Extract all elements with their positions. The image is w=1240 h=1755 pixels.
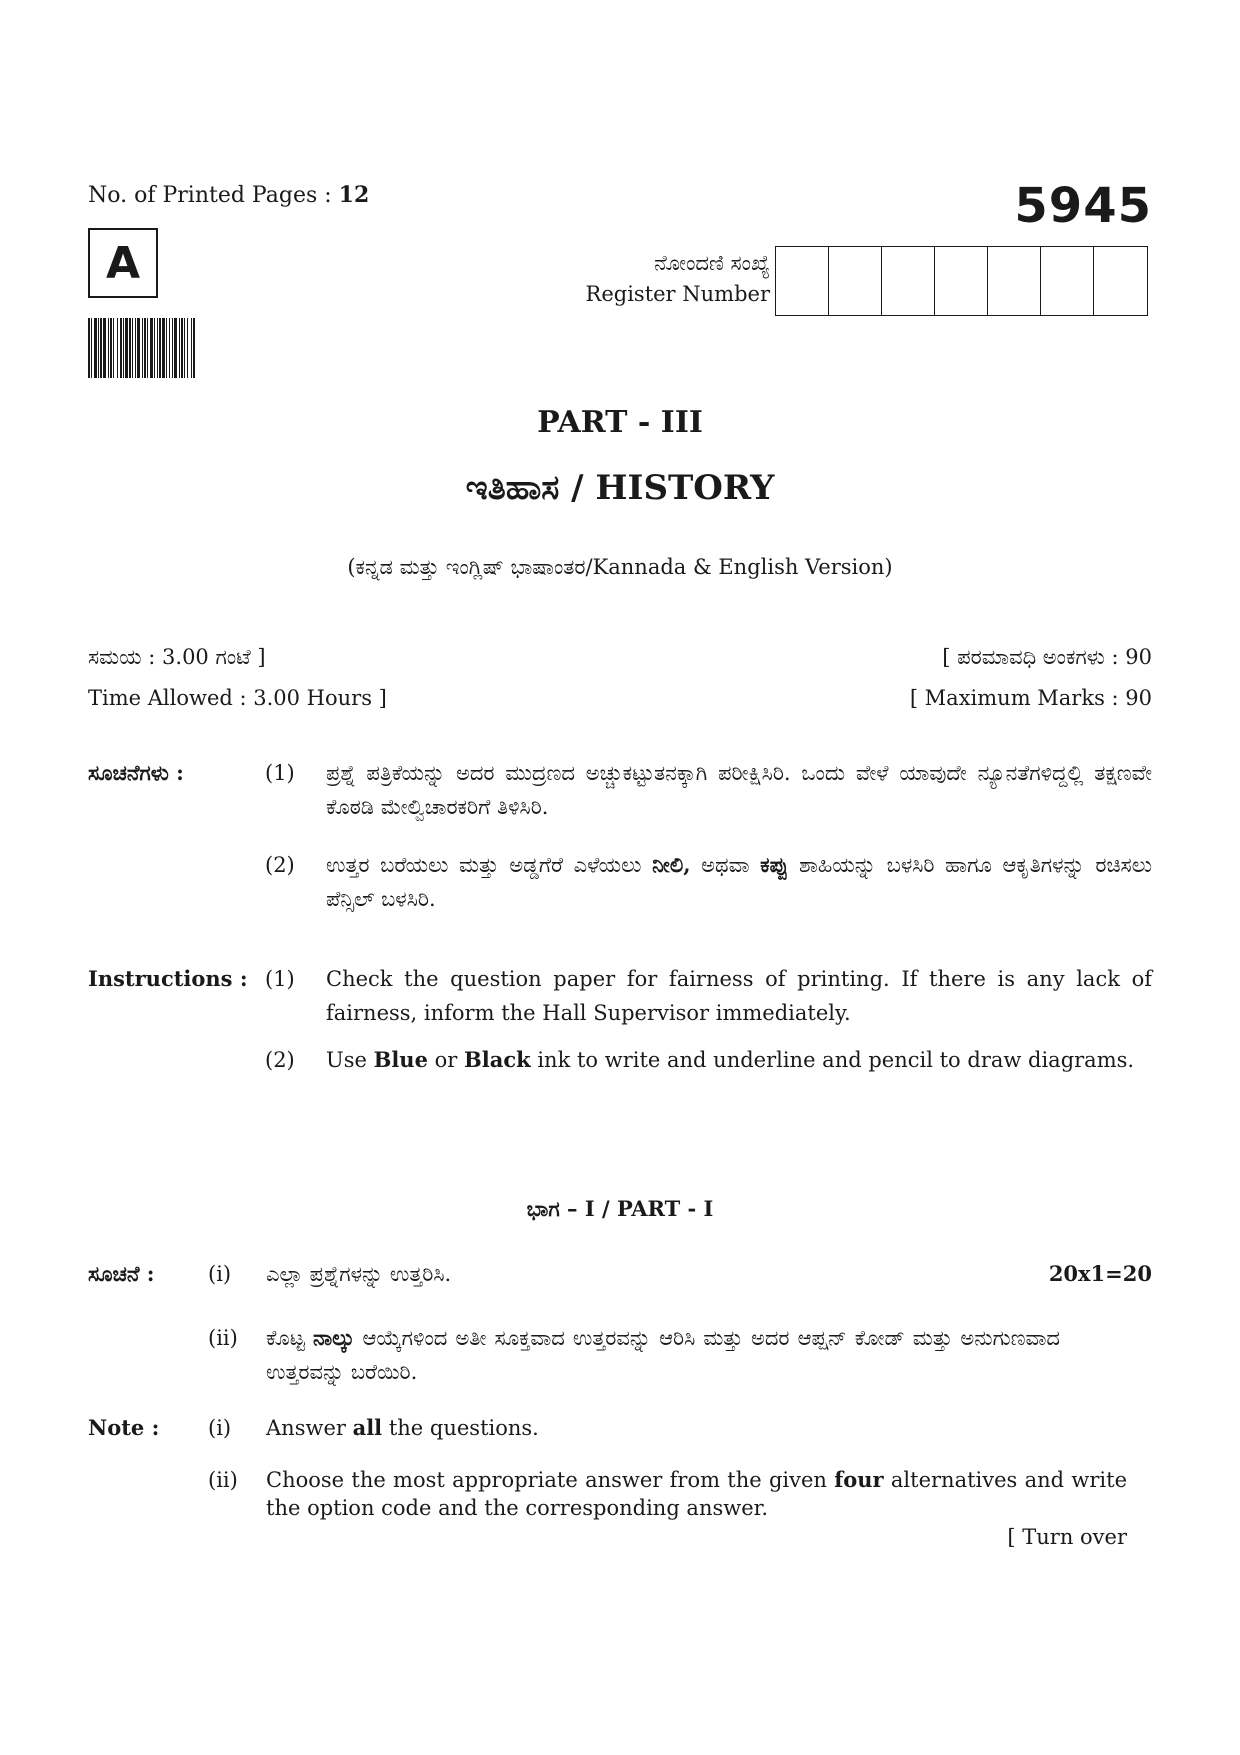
note-text: Choose the most appropriate answer from the given four alternatives and write the option code and the corresponding answer. xyxy=(266,1467,1127,1520)
register-digit-box[interactable] xyxy=(829,247,882,315)
part-heading: PART - III xyxy=(537,405,703,440)
part1-heading: ಭಾಗ – I / PART - I xyxy=(526,1196,714,1221)
turn-over: [ Turn over xyxy=(1007,1525,1127,1549)
register-label-english: Register Number xyxy=(585,282,770,306)
printed-pages-line xyxy=(88,182,369,208)
printed-pages-label: No. of Printed Pages : xyxy=(88,183,332,208)
note-kn-2 xyxy=(88,1321,1060,1391)
register-labels xyxy=(586,248,770,310)
instruction-en-2 xyxy=(88,1043,1152,1113)
note-en-1 xyxy=(88,1411,1152,1451)
register-number-grid[interactable] xyxy=(775,246,1148,316)
paper-code: 5945 xyxy=(1014,178,1152,234)
note-text: ಎಲ್ಲಾ ಪ್ರಶ್ನೆಗಳನ್ನು ಉತ್ತರಿಸಿ. xyxy=(266,1262,452,1286)
instruction-number: (1) xyxy=(265,967,295,991)
note-english-label: Note : xyxy=(88,1415,160,1440)
time-allowed: Time Allowed : 3.00 Hours ] xyxy=(88,686,387,710)
instruction-text: ಪ್ರಶ್ನೆ ಪತ್ರಿಕೆಯನ್ನು ಅದರ ಮುದ್ರಣದ ಅಚ್ಚುಕಟ್ಟುತನಕ್ಕಾಗಿ ಪರೀಕ್ಷಿಸಿರಿ. ಒಂದು ವೇಳೆ ಯಾವುದೇ ನ್ಯೂನತೆಗಳಿದ್ದಲ್ಲಿ ತಕ್ಷಣವೇ ಕೊಠಡಿ ಮೇಲ್ವಿಚಾರಕರಿಗೆ ತಿಳಿಸಿರಿ. xyxy=(326,761,1152,819)
note-text: Answer all the questions. xyxy=(266,1415,539,1440)
register-digit-box[interactable] xyxy=(1094,247,1147,315)
subject-heading: ಇತಿಹಾಸ / HISTORY xyxy=(465,468,775,508)
instructions-kannada-label: ಸೂಚನೆಗಳು : xyxy=(88,760,184,785)
register-digit-box[interactable] xyxy=(935,247,988,315)
instruction-kn-1 xyxy=(88,756,1152,836)
instruction-text: ಉತ್ತರ ಬರೆಯಲು ಮತ್ತು ಅಡ್ಡಗೆರೆ ಎಳೆಯಲು ನೀಲಿ, ಅಥವಾ ಕಪ್ಪು ಶಾಹಿಯನ್ನು ಬಳಸಿರಿ ಹಾಗೂ ಆಕೃತಿಗಳನ್ನು ರಚಿಸಲು ಪೆನ್ಸಿಲ್ ಬಳಸಿರಿ. xyxy=(326,852,1152,911)
note-number: (i) xyxy=(208,1416,232,1440)
max-marks: [ Maximum Marks : 90 xyxy=(909,686,1152,710)
barcode xyxy=(88,318,290,378)
time-kannada: ಸಮಯ : 3.00 ಗಂಟೆ ] xyxy=(88,645,266,669)
note-en-2 xyxy=(88,1466,1127,1536)
register-digit-box[interactable] xyxy=(1041,247,1094,315)
instruction-number: (2) xyxy=(265,853,295,877)
register-label-kannada: ನೋಂದಣಿ ಸಂಖ್ಯೆ xyxy=(654,251,770,275)
max-marks-kannada: [ ಪರಮಾವಧಿ ಅಂಕಗಳು : 90 xyxy=(942,645,1152,669)
instruction-number: (1) xyxy=(265,761,295,785)
instruction-text: Use Blue or Black ink to write and underline and pencil to draw diagrams. xyxy=(326,1047,1135,1072)
note-text: ಕೊಟ್ಟ ನಾಲ್ಕು ಆಯ್ಕೆಗಳಿಂದ ಅತೀ ಸೂಕ್ತವಾದ ಉತ್ತರವನ್ನು ಆರಿಸಿ ಮತ್ತು ಅದರ ಆಪ್ಷನ್ ಕೋಡ್ ಮತ್ತು ಅನುಗುಣವಾದ ಉತ್ತರವನ್ನು ಬರೆಯಿರಿ. xyxy=(266,1325,1060,1384)
series-box: A xyxy=(88,228,158,298)
note-number: (i) xyxy=(208,1262,232,1286)
note-kn-1 xyxy=(88,1257,1152,1297)
note-kannada-label: ಸೂಚನೆ : xyxy=(88,1261,155,1286)
version-line: (ಕನ್ನಡ ಮತ್ತು ಇಂಗ್ಲಿಷ್ ಭಾಷಾಂತರ/Kannada & English Version) xyxy=(347,555,893,579)
register-digit-box[interactable] xyxy=(776,247,829,315)
register-digit-box[interactable] xyxy=(988,247,1041,315)
instruction-en-1 xyxy=(88,962,1152,1032)
instruction-text: Check the question paper for fairness of printing. If there is any lack of fairness, inform the Hall Supervisor immediately. xyxy=(326,967,1152,1025)
instructions-english-label: Instructions : xyxy=(88,966,248,991)
instruction-number: (2) xyxy=(265,1048,295,1072)
note-number: (ii) xyxy=(208,1326,238,1350)
printed-pages-value: 12 xyxy=(338,182,370,208)
part1-marks: 20x1=20 xyxy=(1048,1261,1152,1286)
register-digit-box[interactable] xyxy=(882,247,935,315)
note-number: (ii) xyxy=(208,1468,238,1492)
instruction-kn-2 xyxy=(88,848,1152,928)
